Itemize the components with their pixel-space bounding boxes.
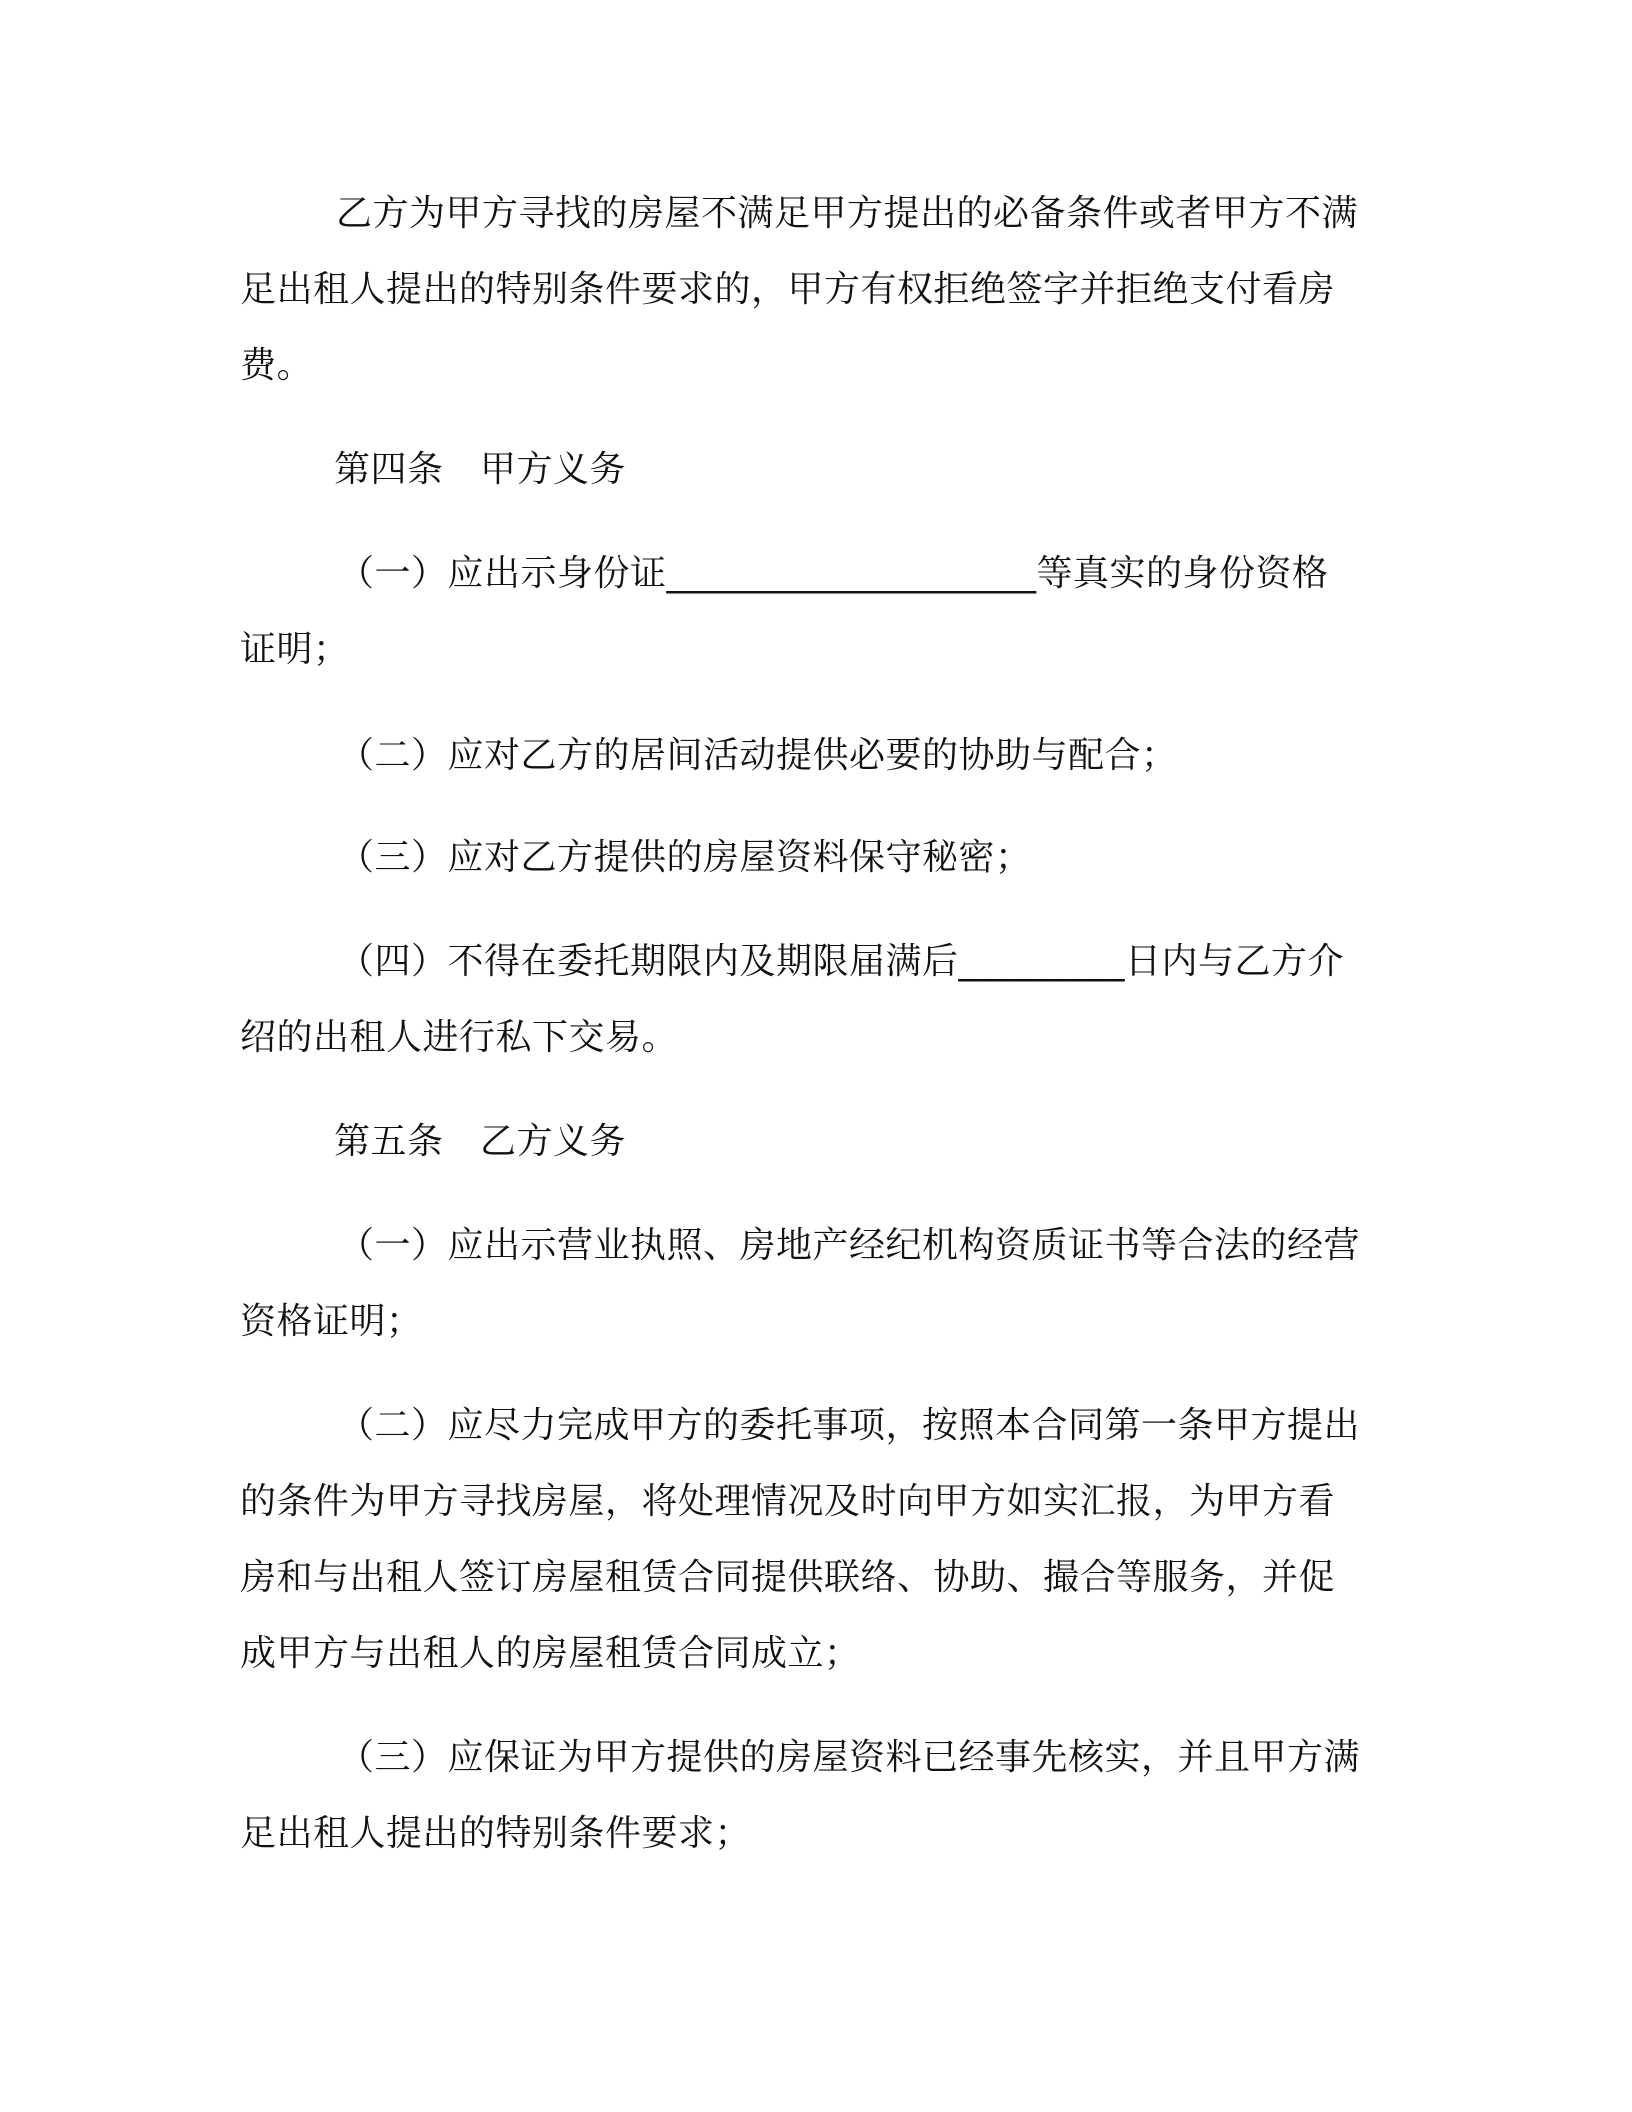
article-5-item-3-line-2: 足出租人提出的特别条件要求； xyxy=(240,1813,752,1854)
article-4-item-1-line-1 xyxy=(338,536,1478,612)
article-4-item-1-prefix: （一）应出示身份证 xyxy=(338,553,667,594)
article-4-item-1-suffix: 等真实的身份资格 xyxy=(1036,553,1329,594)
article-4-heading: 第四条 甲方义务 xyxy=(334,449,627,490)
article-4-item-2: （二）应对乙方的居间活动提供必要的协助与配合； xyxy=(338,735,1178,776)
paragraph-1-line-1: 乙方为甲方寻找的房屋不满足甲方提出的必备条件或者甲方不满 xyxy=(336,193,1359,234)
article-5-item-2-line-1: （二）应尽力完成甲方的委托事项，按照本合同第一条甲方提出 xyxy=(338,1405,1361,1446)
article-4-item-4-line-1 xyxy=(338,924,1478,1000)
article-5-item-2-line-4: 成甲方与出租人的房屋租赁合同成立； xyxy=(240,1633,861,1674)
article-4-item-4-prefix: （四）不得在委托期限内及期限届满后 xyxy=(338,941,959,982)
article-4-item-4-suffix: 日内与乙方介 xyxy=(1125,941,1345,982)
article-4-item-1-line-2: 证明； xyxy=(240,629,350,670)
paragraph-1-line-3: 费。 xyxy=(240,345,314,386)
article-4-item-3: （三）应对乙方提供的房屋资料保守秘密； xyxy=(338,837,1032,878)
article-5-item-2-line-3: 房和与出租人签订房屋租赁合同提供联络、协助、撮合等服务，并促 xyxy=(240,1557,1336,1598)
article-4-item-4-line-2: 绍的出租人进行私下交易。 xyxy=(240,1017,679,1058)
article-5-heading: 第五条 乙方义务 xyxy=(334,1121,627,1162)
id-card-blank: ____________________ xyxy=(666,553,1037,594)
article-5-item-2-line-2: 的条件为甲方寻找房屋，将处理情况及时向甲方如实汇报，为甲方看 xyxy=(240,1481,1336,1522)
article-5-item-1-line-2: 资格证明； xyxy=(240,1301,423,1342)
article-5-item-3-line-1: （三）应保证为甲方提供的房屋资料已经事先核实，并且甲方满 xyxy=(338,1737,1361,1778)
days-blank: _________ xyxy=(958,941,1126,982)
paragraph-1-line-2: 足出租人提出的特别条件要求的，甲方有权拒绝签字并拒绝支付看房 xyxy=(240,269,1336,310)
article-5-item-1-line-1: （一）应出示营业执照、房地产经纪机构资质证书等合法的经营 xyxy=(338,1225,1361,1266)
